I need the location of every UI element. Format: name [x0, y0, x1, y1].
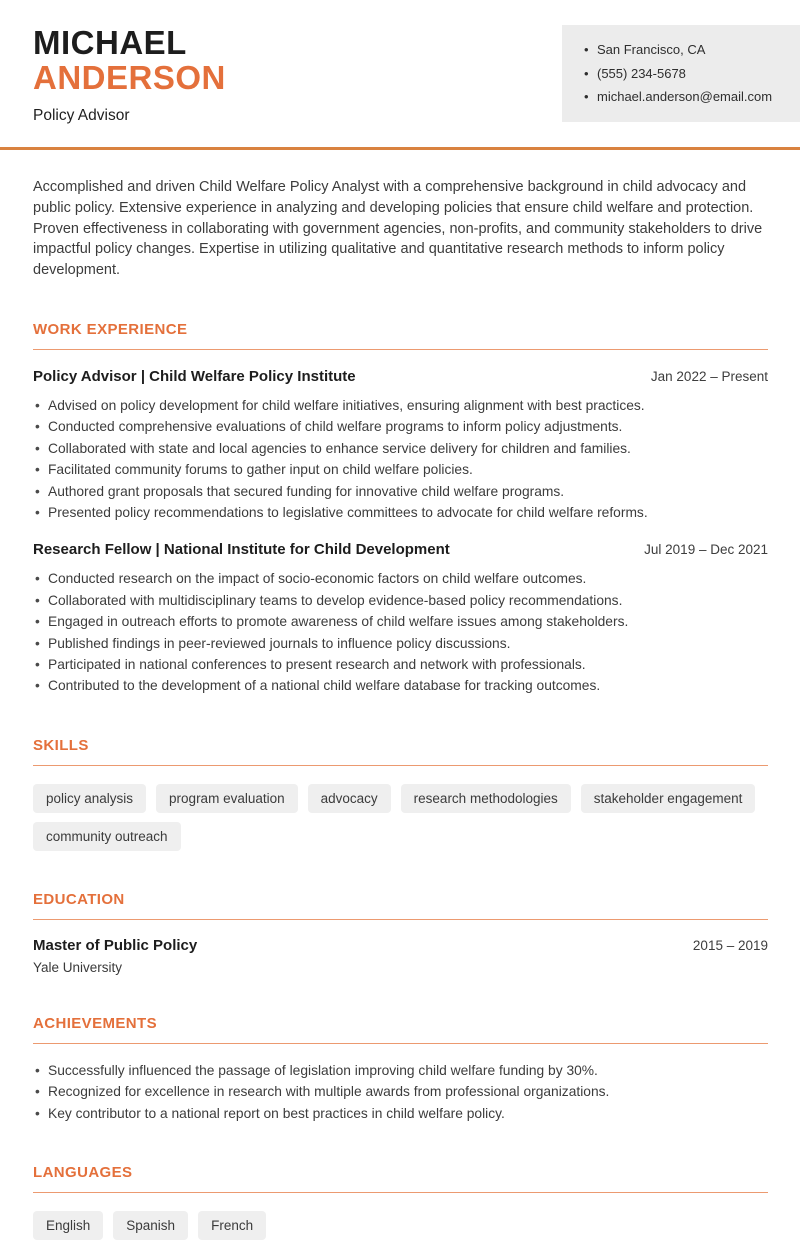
job-entry — [33, 541, 768, 696]
section-languages — [33, 1164, 768, 1240]
achievement-list — [33, 1060, 768, 1124]
job-bullet: • Presented policy recommendations to legislative committees to advocate for child welfare reforms. — [33, 502, 768, 523]
section-skills — [33, 737, 768, 851]
job-bullet: • Engaged in outreach efforts to promote awareness of child welfare issues among stakeholders. — [33, 611, 768, 632]
job-bullet: • Participated in national conferences to present research and network with professionals. — [33, 654, 768, 675]
job-title-company: Policy Advisor | Child Welfare Policy Institute — [33, 367, 356, 385]
degree-name: Master of Public Policy — [33, 936, 198, 954]
resume-body — [0, 177, 800, 1240]
job-bullet: • Contributed to the development of a national child welfare database for tracking outcomes. — [33, 675, 768, 696]
section-work-experience — [33, 321, 768, 697]
first-name: MICHAEL — [33, 24, 187, 61]
section-heading: WORK EXPERIENCE — [33, 321, 768, 350]
job-bullet-list — [33, 568, 768, 696]
achievement-bullet: • Successfully influenced the passage of legislation improving child welfare funding by 30%. — [33, 1060, 768, 1081]
job-bullet: • Published findings in peer-reviewed journals to influence policy discussions. — [33, 633, 768, 654]
job-bullet: • Advised on policy development for child welfare initiatives, ensuring alignment with best practices. — [33, 395, 768, 416]
section-achievements — [33, 1015, 768, 1124]
summary-paragraph: Accomplished and driven Child Welfare Policy Analyst with a comprehensive background in child advocacy and public policy. Extensive experience in analyzing and developing policies that ensure child welfare and protection. Proven effectiveness in collaborating with government agencies, non-profits, and community stakeholders to drive impactful policy changes. Expertise in utilizing qualitative and quantitative research methods to inform policy development. — [33, 179, 763, 279]
section-education — [33, 891, 768, 975]
job-bullet: • Authored grant proposals that secured funding for innovative child welfare programs. — [33, 481, 768, 502]
contact-list — [584, 38, 790, 109]
job-dates: Jan 2022 – Present — [650, 368, 768, 384]
job-bullet: • Facilitated community forums to gather input on child welfare policies. — [33, 459, 768, 480]
contact-item: • San Francisco, CA — [584, 38, 790, 62]
skill-tag: program evaluation — [156, 784, 298, 813]
achievement-bullet: • Key contributor to a national report on best practices in child welfare policy. — [33, 1103, 768, 1124]
skill-tag: policy analysis — [33, 784, 146, 813]
contact-item: • (555) 234-5678 — [584, 62, 790, 86]
skill-tag: community outreach — [33, 822, 181, 851]
candidate-job-title: Policy Advisor — [33, 107, 130, 124]
candidate-name — [33, 25, 226, 95]
school-name: Yale University — [33, 959, 123, 975]
skill-tag: advocacy — [308, 784, 391, 813]
job-bullet: • Collaborated with state and local agencies to enhance service delivery for children and families. — [33, 438, 768, 459]
job-title-company: Research Fellow | National Institute for Child Development — [33, 541, 450, 559]
job-bullet-list — [33, 395, 768, 523]
achievement-bullet: • Recognized for excellence in research with multiple awards from professional organizations. — [33, 1081, 768, 1102]
language-tag: English — [33, 1211, 103, 1240]
job-bullet: • Collaborated with multidisciplinary teams to develop evidence-based policy recommendations. — [33, 590, 768, 611]
last-name: ANDERSON — [33, 59, 226, 96]
education-dates: 2015 – 2019 — [692, 937, 768, 953]
language-tag-list — [33, 1211, 768, 1240]
skill-tag-list — [33, 784, 768, 851]
job-bullet: • Conducted research on the impact of socio-economic factors on child welfare outcomes. — [33, 568, 768, 589]
skill-tag: research methodologies — [401, 784, 571, 813]
job-bullet: • Conducted comprehensive evaluations of child welfare programs to inform policy adjustments. — [33, 416, 768, 437]
resume-header — [0, 0, 800, 150]
skill-tag: stakeholder engagement — [581, 784, 756, 813]
section-heading: LANGUAGES — [33, 1164, 768, 1193]
name-block — [33, 25, 226, 125]
education-entry — [33, 937, 768, 975]
contact-card — [562, 25, 800, 122]
section-heading: ACHIEVEMENTS — [33, 1015, 768, 1044]
section-heading: SKILLS — [33, 737, 768, 766]
language-tag: Spanish — [113, 1211, 188, 1240]
section-heading: EDUCATION — [33, 891, 768, 920]
contact-item: • michael.anderson@email.com — [584, 85, 790, 109]
job-dates: Jul 2019 – Dec 2021 — [644, 542, 768, 558]
job-entry — [33, 368, 768, 523]
language-tag: French — [198, 1211, 266, 1240]
header-divider — [0, 147, 800, 150]
